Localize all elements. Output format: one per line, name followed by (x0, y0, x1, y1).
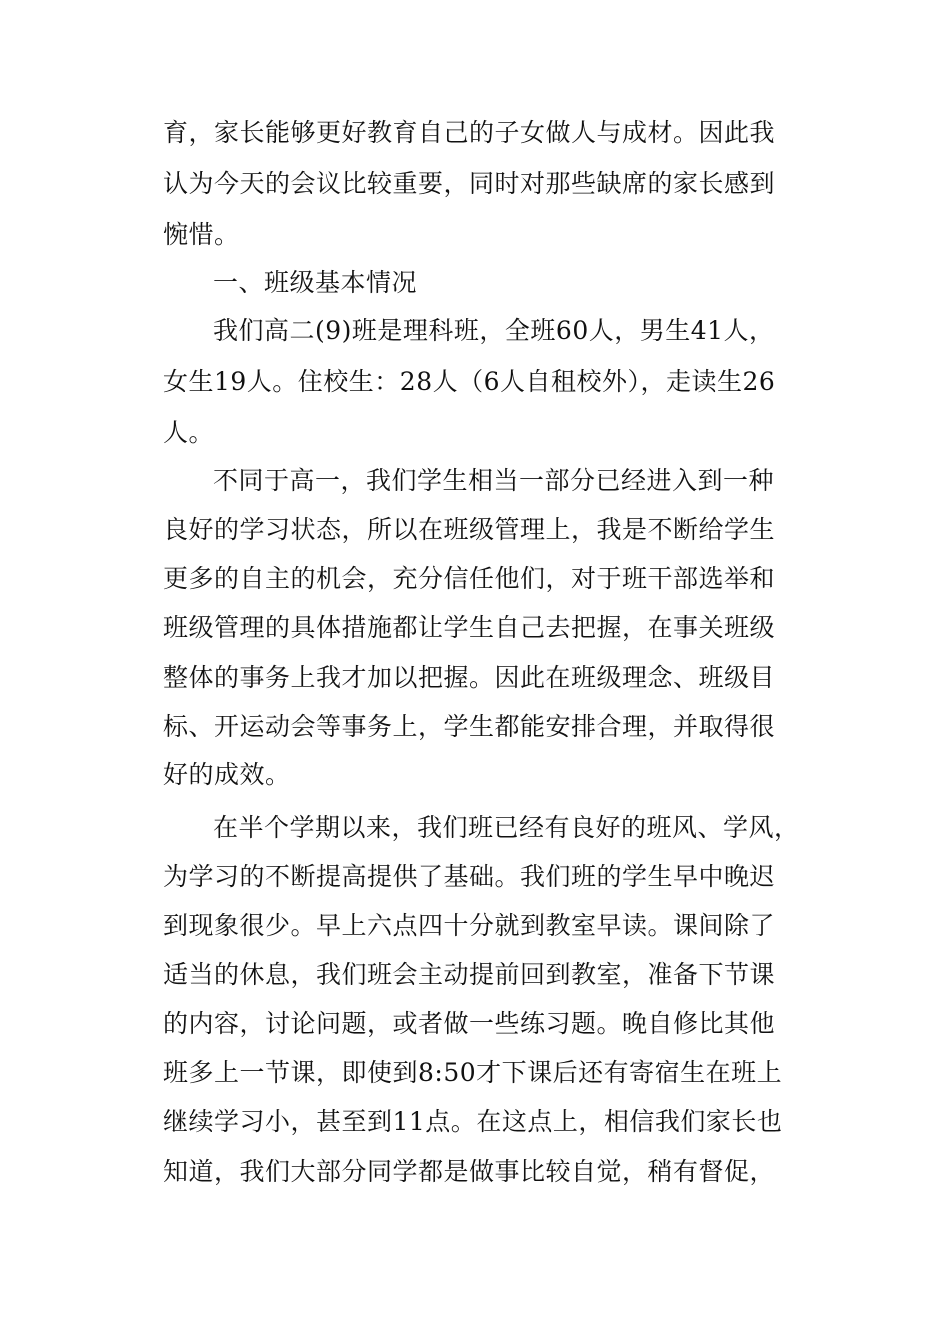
text-line: 标、开运动会等事务上，学生都能安排合理，并取得很 (163, 712, 776, 741)
section-heading: 一、班级基本情况 (213, 268, 418, 297)
text-line: 人。 (163, 418, 215, 447)
text-line: 班级管理的具体措施都让学生自己去把握，在事关班级 (163, 613, 776, 642)
text-line: 在半个学期以来，我们班已经有良好的班风、学风， (213, 813, 800, 842)
text-line: 继续学习小，甚至到11点。在这点上，相信我们家长也 (163, 1107, 783, 1136)
text-line: 育，家长能够更好教育自己的子女做人与成材。因此我 (163, 118, 776, 147)
text-line: 我们高二(9)班是理科班，全班60人，男生41人， (213, 316, 775, 345)
text-line: 到现象很少。早上六点四十分就到教室早读。课间除了 (163, 911, 776, 940)
text-line: 女生19人。住校生：28人（6人自租校外），走读生26 (163, 367, 776, 396)
text-line: 的内容，讨论问题，或者做一些练习题。晚自修比其他 (163, 1009, 776, 1038)
text-line: 良好的学习状态，所以在班级管理上，我是不断给学生 (163, 515, 776, 544)
text-line: 惋惜。 (163, 220, 240, 249)
text-line: 认为今天的会议比较重要，同时对那些缺席的家长感到 (163, 169, 776, 198)
text-line: 班多上一节课，即使到8:50才下课后还有寄宿生在班上 (163, 1058, 783, 1087)
text-line: 更多的自主的机会，充分信任他们，对于班干部选举和 (163, 564, 776, 593)
text-line: 为学习的不断提高提供了基础。我们班的学生早中晚迟 (163, 862, 776, 891)
text-line: 整体的事务上我才加以把握。因此在班级理念、班级目 (163, 663, 776, 692)
text-line: 知道，我们大部分同学都是做事比较自觉，稍有督促， (163, 1157, 776, 1186)
text-line: 不同于高一，我们学生相当一部分已经进入到一种 (213, 466, 775, 495)
text-line: 适当的休息，我们班会主动提前回到教室，准备下节课 (163, 960, 776, 989)
text-line: 好的成效。 (163, 760, 291, 789)
